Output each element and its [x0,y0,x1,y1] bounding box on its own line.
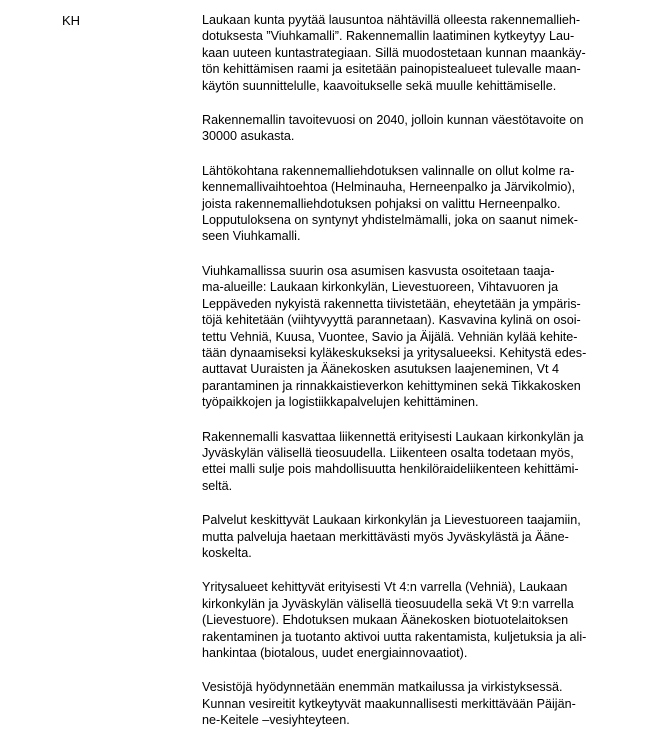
text-line: käytön suunnittelulle, kaavoitukselle sekä muulle kehittämiselle. [202,78,557,93]
text-line: koskelta. [202,545,252,560]
text-line: Jyväskylän välisellä tieosuudella. Liikenteen osalta todetaan myös, [202,445,574,460]
text-line: auttavat Uuraisten ja Äänekosken asutuksen laajeneminen, Vt 4 [202,362,560,377]
text-line: Kunnan vesireitit kytkeytyvät maakunnallisesti merkittävään Päijän- [202,696,576,711]
text-line: kennemallivaihtoehtoa (Helminauha, Herneenpalko ja Järvikolmio), [202,180,576,195]
paragraph [202,263,612,411]
paragraph [202,163,612,245]
paragraph [202,112,612,145]
text-line: (Lievestuore). Ehdotuksen mukaan Äänekosken biotuotelaitoksen [202,613,569,628]
text-line: mutta palveluja haetaan merkittävästi myös Jyväskylästä ja Ääne- [202,529,569,544]
text-line: tön kehittämisen raami ja esitetään painopistealueet tulevalle maan- [202,62,581,77]
paragraph [202,429,612,495]
text-line: Laukaan kunta pyytää lausuntoa nähtävillä olleesta rakennemallieh- [202,13,581,27]
text-line: 30000 asukasta. [202,129,295,144]
text-line: työpaikkojen ja logistiikkapalvelujen kehittäminen. [202,395,479,410]
text-line: hankintaa (biotalous, uudet energiainnovaatiot). [202,646,468,660]
text-line: Rakennemallin tavoitevuosi on 2040, jolloin kunnan väestötavoite on [202,113,584,128]
text-line: Vesistöjä hyödynnetään enemmän matkailussa ja virkistyksessä. [202,680,563,695]
text-line: ma-alueille: Laukaan kirkonkylän, Lievestuoreen, Vihtavuoren ja [202,280,559,295]
text-line: joista rakennemalliehdotuksen pohjaksi on valittu Herneenpalko. [202,196,561,211]
text-line: kirkonkylän ja Jyväskylän välisellä tieosuudella sekä Vt 9:n varrella [202,596,574,611]
text-line: kaan uuteen kuntastrategiaan. Sillä muodostetaan kunnan maankäy- [202,45,586,60]
text-line: seen Viuhkamalli. [202,229,301,244]
text-line: tään dynaamiseksi kyläkeskukseksi ja yritysalueeksi. Kehitystä edes- [202,345,587,360]
text-line: dotuksesta ”Viuhkamalli”. Rakennemallin laatiminen kytkeytyy Lau- [202,29,575,44]
document-body [202,12,612,747]
text-line: Lähtökohtana rakennemalliehdotuksen valinnalle on ollut kolme ra- [202,163,575,178]
text-line: töjä kehitetään (viihtyvyyttä parannetaan). Kasvavina kylinä on osoi- [202,313,581,328]
text-line: Yritysalueet kehittyvät erityisesti Vt 4:n varrella (Vehniä), Laukaan [202,580,568,595]
text-line: Leppäveden nykyistä rakennetta tiivistetään, eheytetään ja ympäris- [202,296,581,311]
text-line: Palvelut keskittyvät Laukaan kirkonkylän ja Lievestuoreen taajamiin, [202,513,581,528]
text-line: seltä. [202,478,233,493]
text-line: rakentaminen ja tuotanto aktivoi uutta rakentamista, kuljetuksia ja ali- [202,629,587,644]
text-line: ne-Keitele –vesiyhteyteen. [202,713,350,728]
paragraph [202,512,612,561]
paragraph [202,679,612,728]
section-label: KH [62,13,81,28]
text-line: tettu Vehniä, Kuusa, Vuontee, Savio ja Äijälä. Vehniän kylää kehite- [202,329,578,344]
paragraph [202,579,612,661]
text-line: ettei malli sulje pois mahdollisuutta henkilöraideliikenteen kehittämi- [202,462,579,477]
paragraph [202,12,612,94]
text-line: Viuhkamallissa suurin osa asumisen kasvusta osoitetaan taaja- [202,263,555,278]
text-line: Lopputuloksena on syntynyt yhdistelmämalli, joka on saanut nimek- [202,213,578,228]
text-line: Rakennemalli kasvattaa liikennettä erityisesti Laukaan kirkonkylän ja [202,429,584,444]
text-line: parantaminen ja rinnakkaistieverkon kehittyminen sekä Tikkakosken [202,378,581,393]
